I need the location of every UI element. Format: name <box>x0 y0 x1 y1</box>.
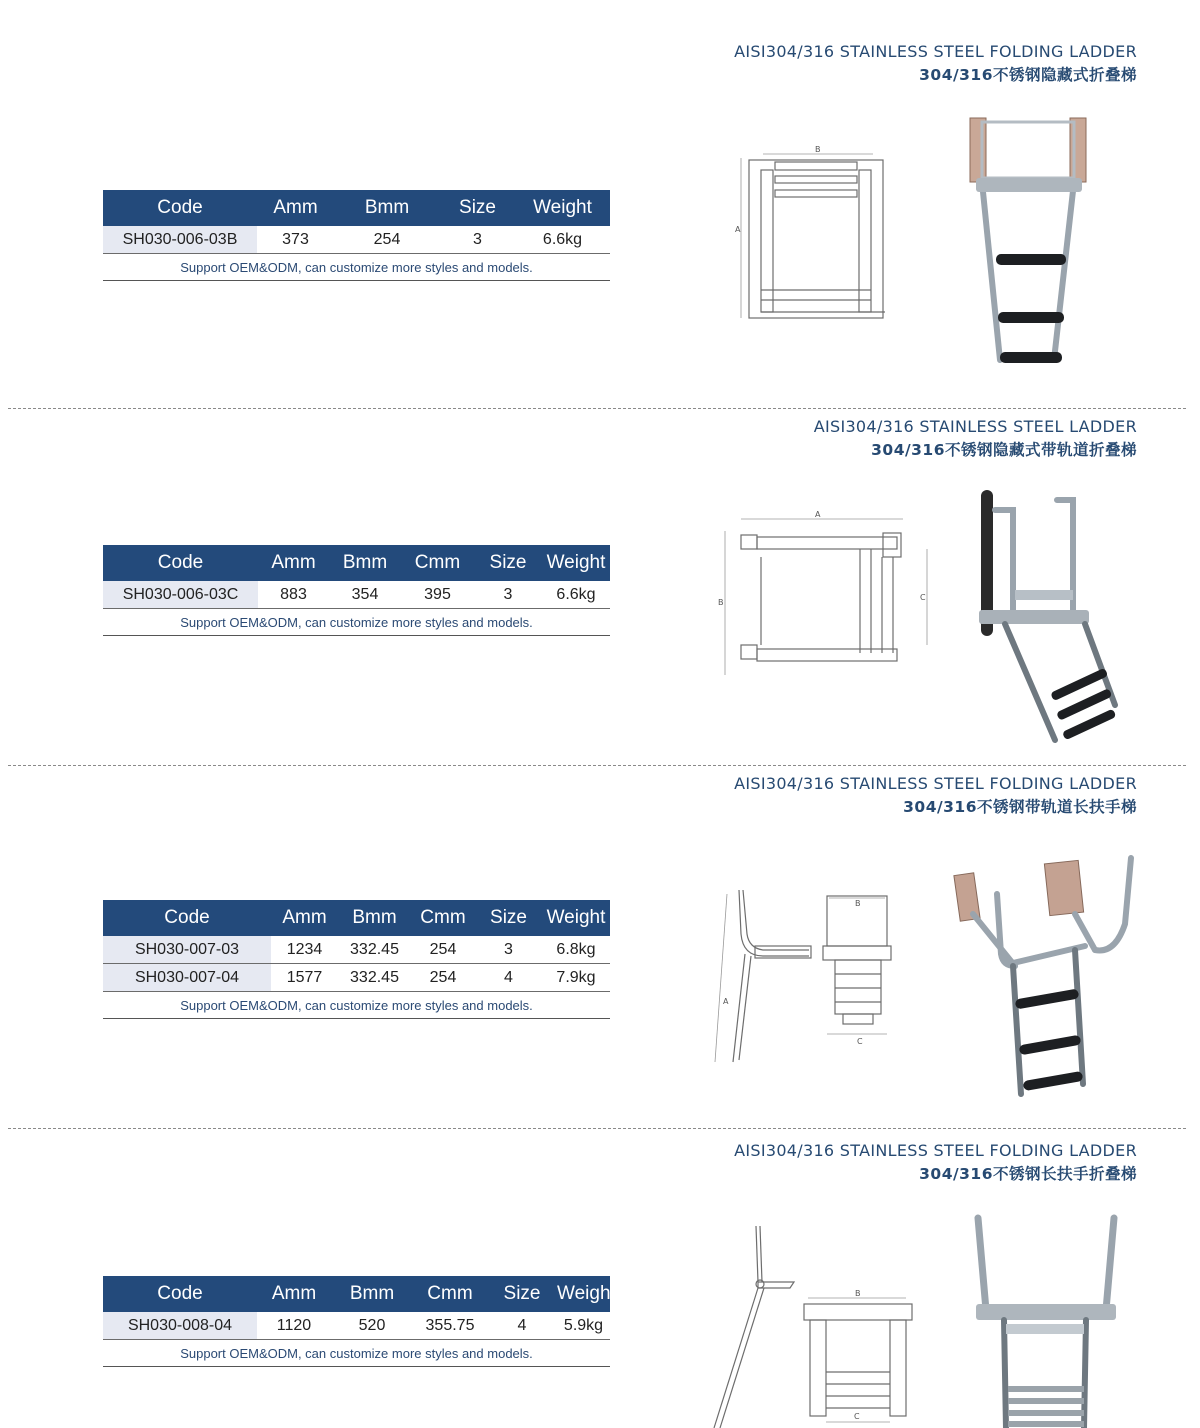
cell-a: 1234 <box>271 936 338 964</box>
cell-code: SH030-008-04 <box>103 1312 257 1340</box>
drawing-label-a: A <box>815 510 821 519</box>
oem-note: Support OEM&ODM, can customize more styles and models. <box>103 1340 610 1367</box>
col-header-weight: Weight <box>515 190 610 226</box>
cell-b: 332.45 <box>338 936 411 964</box>
technical-drawing <box>705 884 905 1069</box>
cell-weight: 6.6kg <box>542 581 610 609</box>
technical-drawing <box>735 140 895 330</box>
drawing-label-c: C <box>854 1412 860 1421</box>
drawing-label-a: A <box>723 997 729 1006</box>
drawing-label-b: B <box>855 899 861 908</box>
col-header-b: Bmm <box>329 545 401 581</box>
col-header-code: Code <box>103 900 271 936</box>
drawing-label-a: A <box>735 225 741 234</box>
drawing-label-b: B <box>718 598 724 607</box>
col-header-a: Amm <box>271 900 338 936</box>
cell-size: 4 <box>475 964 542 992</box>
oem-note: Support OEM&ODM, can customize more styles and models. <box>103 254 610 281</box>
spec-table <box>103 900 610 1019</box>
cell-weight: 7.9kg <box>542 964 610 992</box>
col-header-a: Amm <box>257 190 334 226</box>
product-title-en: AISI304/316 STAINLESS STEEL FOLDING LADDER <box>734 1141 1137 1160</box>
col-header-c: Cmm <box>401 545 474 581</box>
product-section-2 <box>0 410 1200 765</box>
cell-b: 354 <box>329 581 401 609</box>
drawing-label-c: C <box>920 593 926 602</box>
oem-note: Support OEM&ODM, can customize more styles and models. <box>103 992 610 1019</box>
col-header-weight: Weight <box>542 900 610 936</box>
col-header-weight: Weight <box>542 545 610 581</box>
col-header-a: Amm <box>258 545 329 581</box>
product-title-cn: 304/316不锈钢隐藏式折叠梯 <box>919 66 1137 84</box>
product-photo <box>960 112 1095 372</box>
product-section-3 <box>0 766 1200 1128</box>
section-divider <box>8 408 1186 409</box>
cell-weight: 6.8kg <box>542 936 610 964</box>
table-row <box>103 1312 610 1340</box>
drawing-label-b: B <box>815 145 821 154</box>
drawing-label-b: B <box>855 1289 861 1298</box>
technical-drawing <box>700 1222 920 1428</box>
col-header-code: Code <box>103 545 258 581</box>
cell-b: 520 <box>331 1312 413 1340</box>
cell-b: 254 <box>334 226 440 254</box>
cell-code: SH030-007-03 <box>103 936 271 964</box>
col-header-code: Code <box>103 1276 257 1312</box>
cell-b: 332.45 <box>338 964 411 992</box>
col-header-size: Size <box>487 1276 557 1312</box>
col-header-c: Cmm <box>411 900 475 936</box>
cell-size: 3 <box>440 226 515 254</box>
product-title-en: AISI304/316 STAINLESS STEEL FOLDING LADDER <box>734 774 1137 793</box>
product-title-cn: 304/316不锈钢长扶手折叠梯 <box>919 1165 1137 1183</box>
cell-c: 355.75 <box>413 1312 487 1340</box>
product-title-en: AISI304/316 STAINLESS STEEL FOLDING LADDER <box>734 42 1137 61</box>
col-header-size: Size <box>475 900 542 936</box>
cell-weight: 6.6kg <box>515 226 610 254</box>
table-row <box>103 581 610 609</box>
cell-size: 3 <box>474 581 542 609</box>
table-row <box>103 936 610 964</box>
col-header-weight: Weight <box>557 1276 610 1312</box>
section-divider <box>8 1128 1186 1129</box>
product-photo <box>955 854 1140 1104</box>
cell-code: SH030-007-04 <box>103 964 271 992</box>
cell-c: 254 <box>411 964 475 992</box>
col-header-a: Amm <box>257 1276 331 1312</box>
cell-c: 395 <box>401 581 474 609</box>
technical-drawing <box>715 505 940 680</box>
cell-size: 3 <box>475 936 542 964</box>
drawing-label-c: C <box>857 1037 863 1046</box>
cell-a: 1577 <box>271 964 338 992</box>
col-header-size: Size <box>474 545 542 581</box>
col-header-code: Code <box>103 190 257 226</box>
cell-a: 1120 <box>257 1312 331 1340</box>
spec-table <box>103 545 610 636</box>
col-header-b: Bmm <box>334 190 440 226</box>
col-header-b: Bmm <box>331 1276 413 1312</box>
cell-c: 254 <box>411 936 475 964</box>
product-section-1 <box>0 0 1200 410</box>
cell-weight: 5.9kg <box>557 1312 610 1340</box>
spec-table <box>103 190 610 281</box>
cell-code: SH030-006-03C <box>103 581 258 609</box>
cell-a: 883 <box>258 581 329 609</box>
oem-note: Support OEM&ODM, can customize more styles and models. <box>103 609 610 636</box>
cell-size: 4 <box>487 1312 557 1340</box>
product-title-cn: 304/316不锈钢带轨道长扶手梯 <box>903 798 1137 816</box>
table-row <box>103 226 610 254</box>
table-row <box>103 964 610 992</box>
col-header-c: Cmm <box>413 1276 487 1312</box>
product-title-cn: 304/316不锈钢隐藏式带轨道折叠梯 <box>871 441 1137 459</box>
cell-code: SH030-006-03B <box>103 226 257 254</box>
col-header-size: Size <box>440 190 515 226</box>
product-photo <box>965 490 1125 745</box>
col-header-b: Bmm <box>338 900 411 936</box>
product-title-en: AISI304/316 STAINLESS STEEL LADDER <box>813 417 1137 436</box>
product-section-4 <box>0 1130 1200 1428</box>
spec-table <box>103 1276 616 1367</box>
cell-a: 373 <box>257 226 334 254</box>
product-photo <box>970 1214 1120 1428</box>
